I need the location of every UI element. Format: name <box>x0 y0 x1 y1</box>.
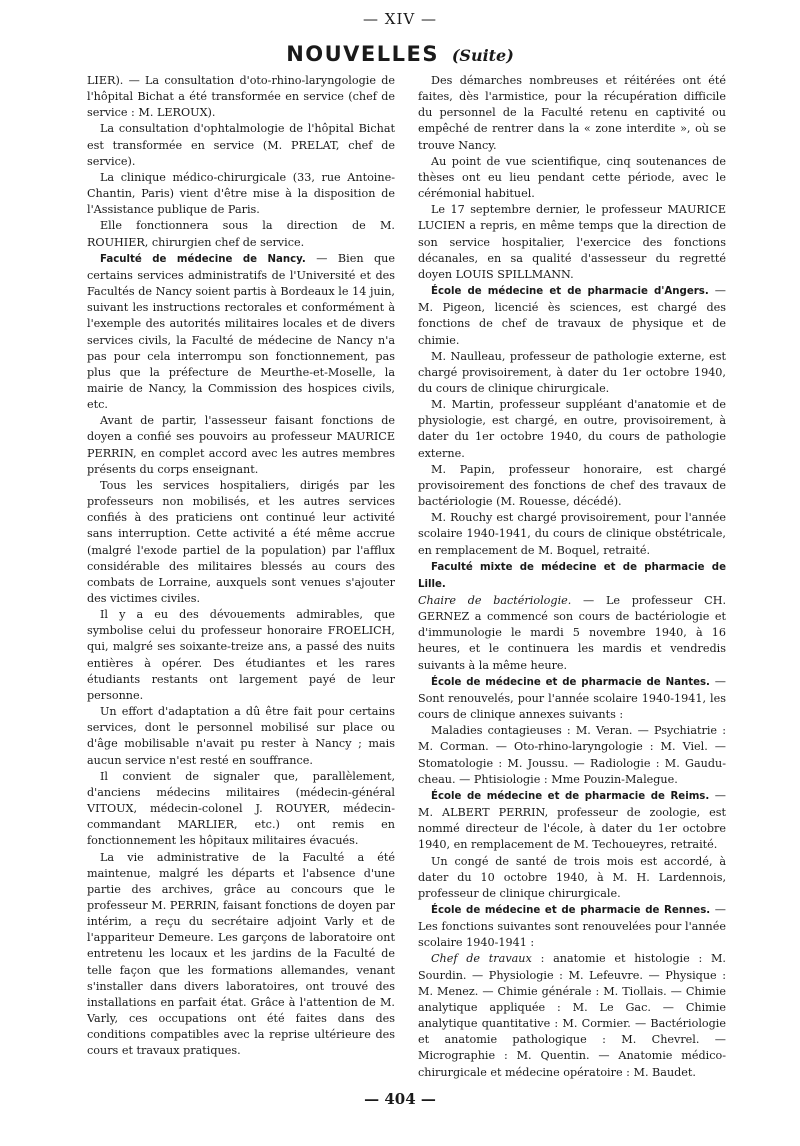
section-heading: Faculté de médecine de Nancy. <box>100 253 306 265</box>
paragraph-text: LIER). — La consultation d'oto-rhino-laryngologie de l'hôpital Bichat a été transformée en service (chef de service : M. LEROUX). <box>87 74 395 120</box>
paragraph <box>87 73 395 121</box>
paragraph <box>87 769 395 850</box>
paragraph-text: : anatomie et histologie : M. Sourdin. — Physiologie : M. Lefeuvre. — Physique : M. Menez. — Chimie générale : M. Tiollais. — Chimie analytique appliquée : M. Le Gac. — Chimie analytique quantitative : M. Cormier. — Bactériologie et anatomie pathologique : M. Chevrel. — Micrographie : M. Quentin. — Anatomie médico-chirurgicale et médecine opératoire : M. Baudet. <box>418 952 726 1079</box>
section-heading: École de médecine et de pharmacie d'Angers. <box>431 286 709 298</box>
paragraph <box>418 723 726 788</box>
paragraph <box>418 593 726 674</box>
paragraph <box>418 854 726 902</box>
paragraph <box>418 788 726 854</box>
paragraph-text: Il y a eu des dévouements admirables, que symbolise celui du professeur honoraire FROELICH, qui, malgré ses soixante-treize ans, a passé des nuits entières à opérer. Des étudiantes et les rares étudiants restants ont largement payé de leur personne. <box>87 608 395 702</box>
paragraph <box>418 462 726 510</box>
paragraph <box>418 902 726 951</box>
paragraph-text: Des démarches nombreuses et réitérées ont été faites, dès l'armistice, pour la récupération difficile du personnel de la Faculté retenu en captivité ou empêché de rentrer dans la « zone interdite », où se trouve Nancy. <box>418 74 726 152</box>
paragraph-text: — Les fonctions suivantes sont renouvelées pour l'année scolaire 1940-1941 : <box>418 902 726 950</box>
page-roman-numeral: — XIV — <box>363 10 437 28</box>
paragraph <box>87 850 395 1060</box>
paragraph-text: La clinique médico-chirurgicale (33, rue Antoine-Chantin, Paris) vient d'être mise à la disposition de l'Assistance publique de Paris. <box>87 170 395 217</box>
paragraph-text: La consultation d'ophtalmologie de l'hôpital Bichat est transformée en service (M. PRELAT, chef de service). <box>87 122 395 168</box>
paragraph <box>418 510 726 558</box>
paragraph-text: La vie administrative de la Faculté a été maintenue, malgré les départs et l'absence d'une partie des archives, grâce au concours que le professeur M. PERRIN, faisant fonctions de doyen par intérim, a reçu du secrétaire adjoint Varly et de l'appariteur Demeure. Les garçons de laboratoire ont entretenu les locaux et les jardins de la Faculté de telle façon que les formations allemandes, venant s'installer dans divers laboratoires, ont trouvé des installations en parfait état. Grâce à l'attention de M. Varly, ces occupations ont été faites dans des conditions compatibles avec la reprise ultérieure des cours et travaux pratiques. <box>87 850 395 1058</box>
paragraph <box>418 397 726 462</box>
paragraph <box>87 704 395 769</box>
title-main: NOUVELLES <box>286 42 439 66</box>
paragraph-text: Au point de vue scientifique, cinq soutenances de thèses ont eu lieu pendant cette période, avec le cérémonial habituel. <box>418 154 726 201</box>
paragraph-text: Le 17 septembre dernier, le professeur MAURICE LUCIEN a repris, en même temps que la direction de son service hospitalier, l'exercice des fonctions décanales, en sa qualité d'assesseur du regretté doyen LOUIS SPILLMANN. <box>418 203 726 281</box>
italic-lead: Chef de travaux <box>431 952 532 966</box>
paragraph <box>418 951 726 1080</box>
paragraph <box>87 478 395 607</box>
title-suffix: (Suite) <box>451 46 514 65</box>
paragraph-text: M. Papin, professeur honoraire, est chargé provisoirement des fonctions de chef des travaux de bactériologie (M. Rouesse, décédé). <box>418 462 726 509</box>
paragraph-text: — Le professeur CH. GERNEZ a commencé son cours de bactériologie et d'immunologie le mardi 5 novembre 1940, à 16 heures, et le continuera les mardis et vendredis suivants à la même heure. <box>418 594 727 672</box>
italic-lead: Chaire de bactériologie. <box>418 594 572 607</box>
paragraph-text: — Sont renouvelés, pour l'année scolaire 1940-1941, les cours de clinique annexes suivants : <box>418 674 726 722</box>
right-column <box>418 73 726 1081</box>
paragraph-text: M. Naulleau, professeur de pathologie externe, est chargé provisoirement, à dater du 1er octobre 1940, du cours de clinique chirurgicale. <box>418 349 726 395</box>
section-heading: École de médecine et de pharmacie de Rennes. <box>431 904 711 916</box>
paragraph <box>87 121 395 169</box>
paragraph <box>87 218 395 250</box>
paragraph <box>87 607 395 704</box>
section-heading: École de médecine et de pharmacie de Reims. <box>431 790 710 802</box>
paragraph <box>87 170 395 218</box>
paragraph <box>418 154 726 202</box>
paragraph <box>418 283 726 349</box>
paragraph-text: Un congé de santé de trois mois est accordé, à dater du 10 octobre 1940, à M. H. Lardennois, professeur de clinique chirurgicale. <box>418 854 726 900</box>
paragraph-text: Tous les services hospitaliers, dirigés par les professeurs non mobilisés, et les autres services confiés à des praticiens ont continué leur activité sans interruption. Cette activité a été même accrue (malgré l'exode partiel de la population) par l'afflux considérable des militaires blessés au cours des combats de Lorraine, auxquels sont venues s'ajouter des victimes civiles. <box>87 478 395 605</box>
paragraph <box>87 413 395 478</box>
paragraph <box>418 73 726 154</box>
paragraph-text: Maladies contagieuses : M. Veran. — Psychiatrie : M. Corman. — Oto-rhino-laryngologie : M. Viel. — Stomatologie : M. Joussu. — Radiologie : M. Gaudu-cheau. — Phtisiologie : Mme Pouzin-Malegue. <box>418 724 726 786</box>
paragraph-text: M. Rouchy est chargé provisoirement, pour l'année scolaire 1940-1941, du cours de clinique obstétricale, en remplacement de M. Boquel, retraité. <box>418 511 726 557</box>
paragraph <box>418 349 726 397</box>
paragraph-text: Il convient de signaler que, parallèlement, d'anciens médecins militaires (médecin-général VITOUX, médecin-colonel J. ROUYER, médecin-commandant MARLIER, etc.) ont remis en fonctionnement les hôpitaux militaires évacués. <box>87 769 395 848</box>
paragraph-text: — M. ALBERT PERRIN, professeur de zoologie, est nommé directeur de l'école, à dater du 1er octobre 1940, en remplacement de M. Techoueyres, retraité. <box>418 788 726 852</box>
paragraph-text: — Bien que certains services administratifs de l'Université et des Facultés de Nancy soient partis à Bordeaux le 14 juin, suivant les instructions rectorales et conformément à l'exemple des autorités militaires locales et de divers services civils, la Faculté de médecine de Nancy n'a pas pour cela interrompu son fonctionnement, pas plus que la préfecture de Meurthe-et-Moselle, la mairie de Nancy, la Commission des hospices civils, etc. <box>87 251 395 412</box>
section-heading: Faculté mixte de médecine et de pharmacie de Lille. <box>418 561 726 590</box>
paragraph-text: — M. Pigeon, licencié ès sciences, est chargé des fonctions de chef de travaux de physique et de chimie. <box>418 284 726 347</box>
paragraph-text: Elle fonctionnera sous la direction de M. ROUHIER, chirurgien chef de service. <box>87 219 395 249</box>
paragraph <box>418 202 726 283</box>
paragraph <box>418 559 726 593</box>
paragraph-text: Avant de partir, l'assesseur faisant fonctions de doyen a confié ses pouvoirs au professeur MAURICE PERRIN, en complet accord avec les autres membres présents du corps enseignant. <box>87 414 395 476</box>
page-number: — 404 — <box>364 1090 436 1108</box>
paragraph-text: M. Martin, professeur suppléant d'anatomie et de physiologie, est chargé, en outre, provisoirement, à dater du 1er octobre 1940, du cours de pathologie externe. <box>418 398 726 460</box>
paragraph <box>87 251 395 414</box>
section-heading: École de médecine et de pharmacie de Nantes. <box>431 676 710 688</box>
page-title <box>0 42 800 66</box>
paragraph-text: Un effort d'adaptation a dû être fait pour certains services, dont le personnel mobilisé sur place ou d'âge mobilisable n'avait pu rester à Nancy ; mais aucun service n'est resté en souffrance. <box>87 705 395 767</box>
left-column <box>87 73 395 1060</box>
paragraph <box>418 674 726 723</box>
